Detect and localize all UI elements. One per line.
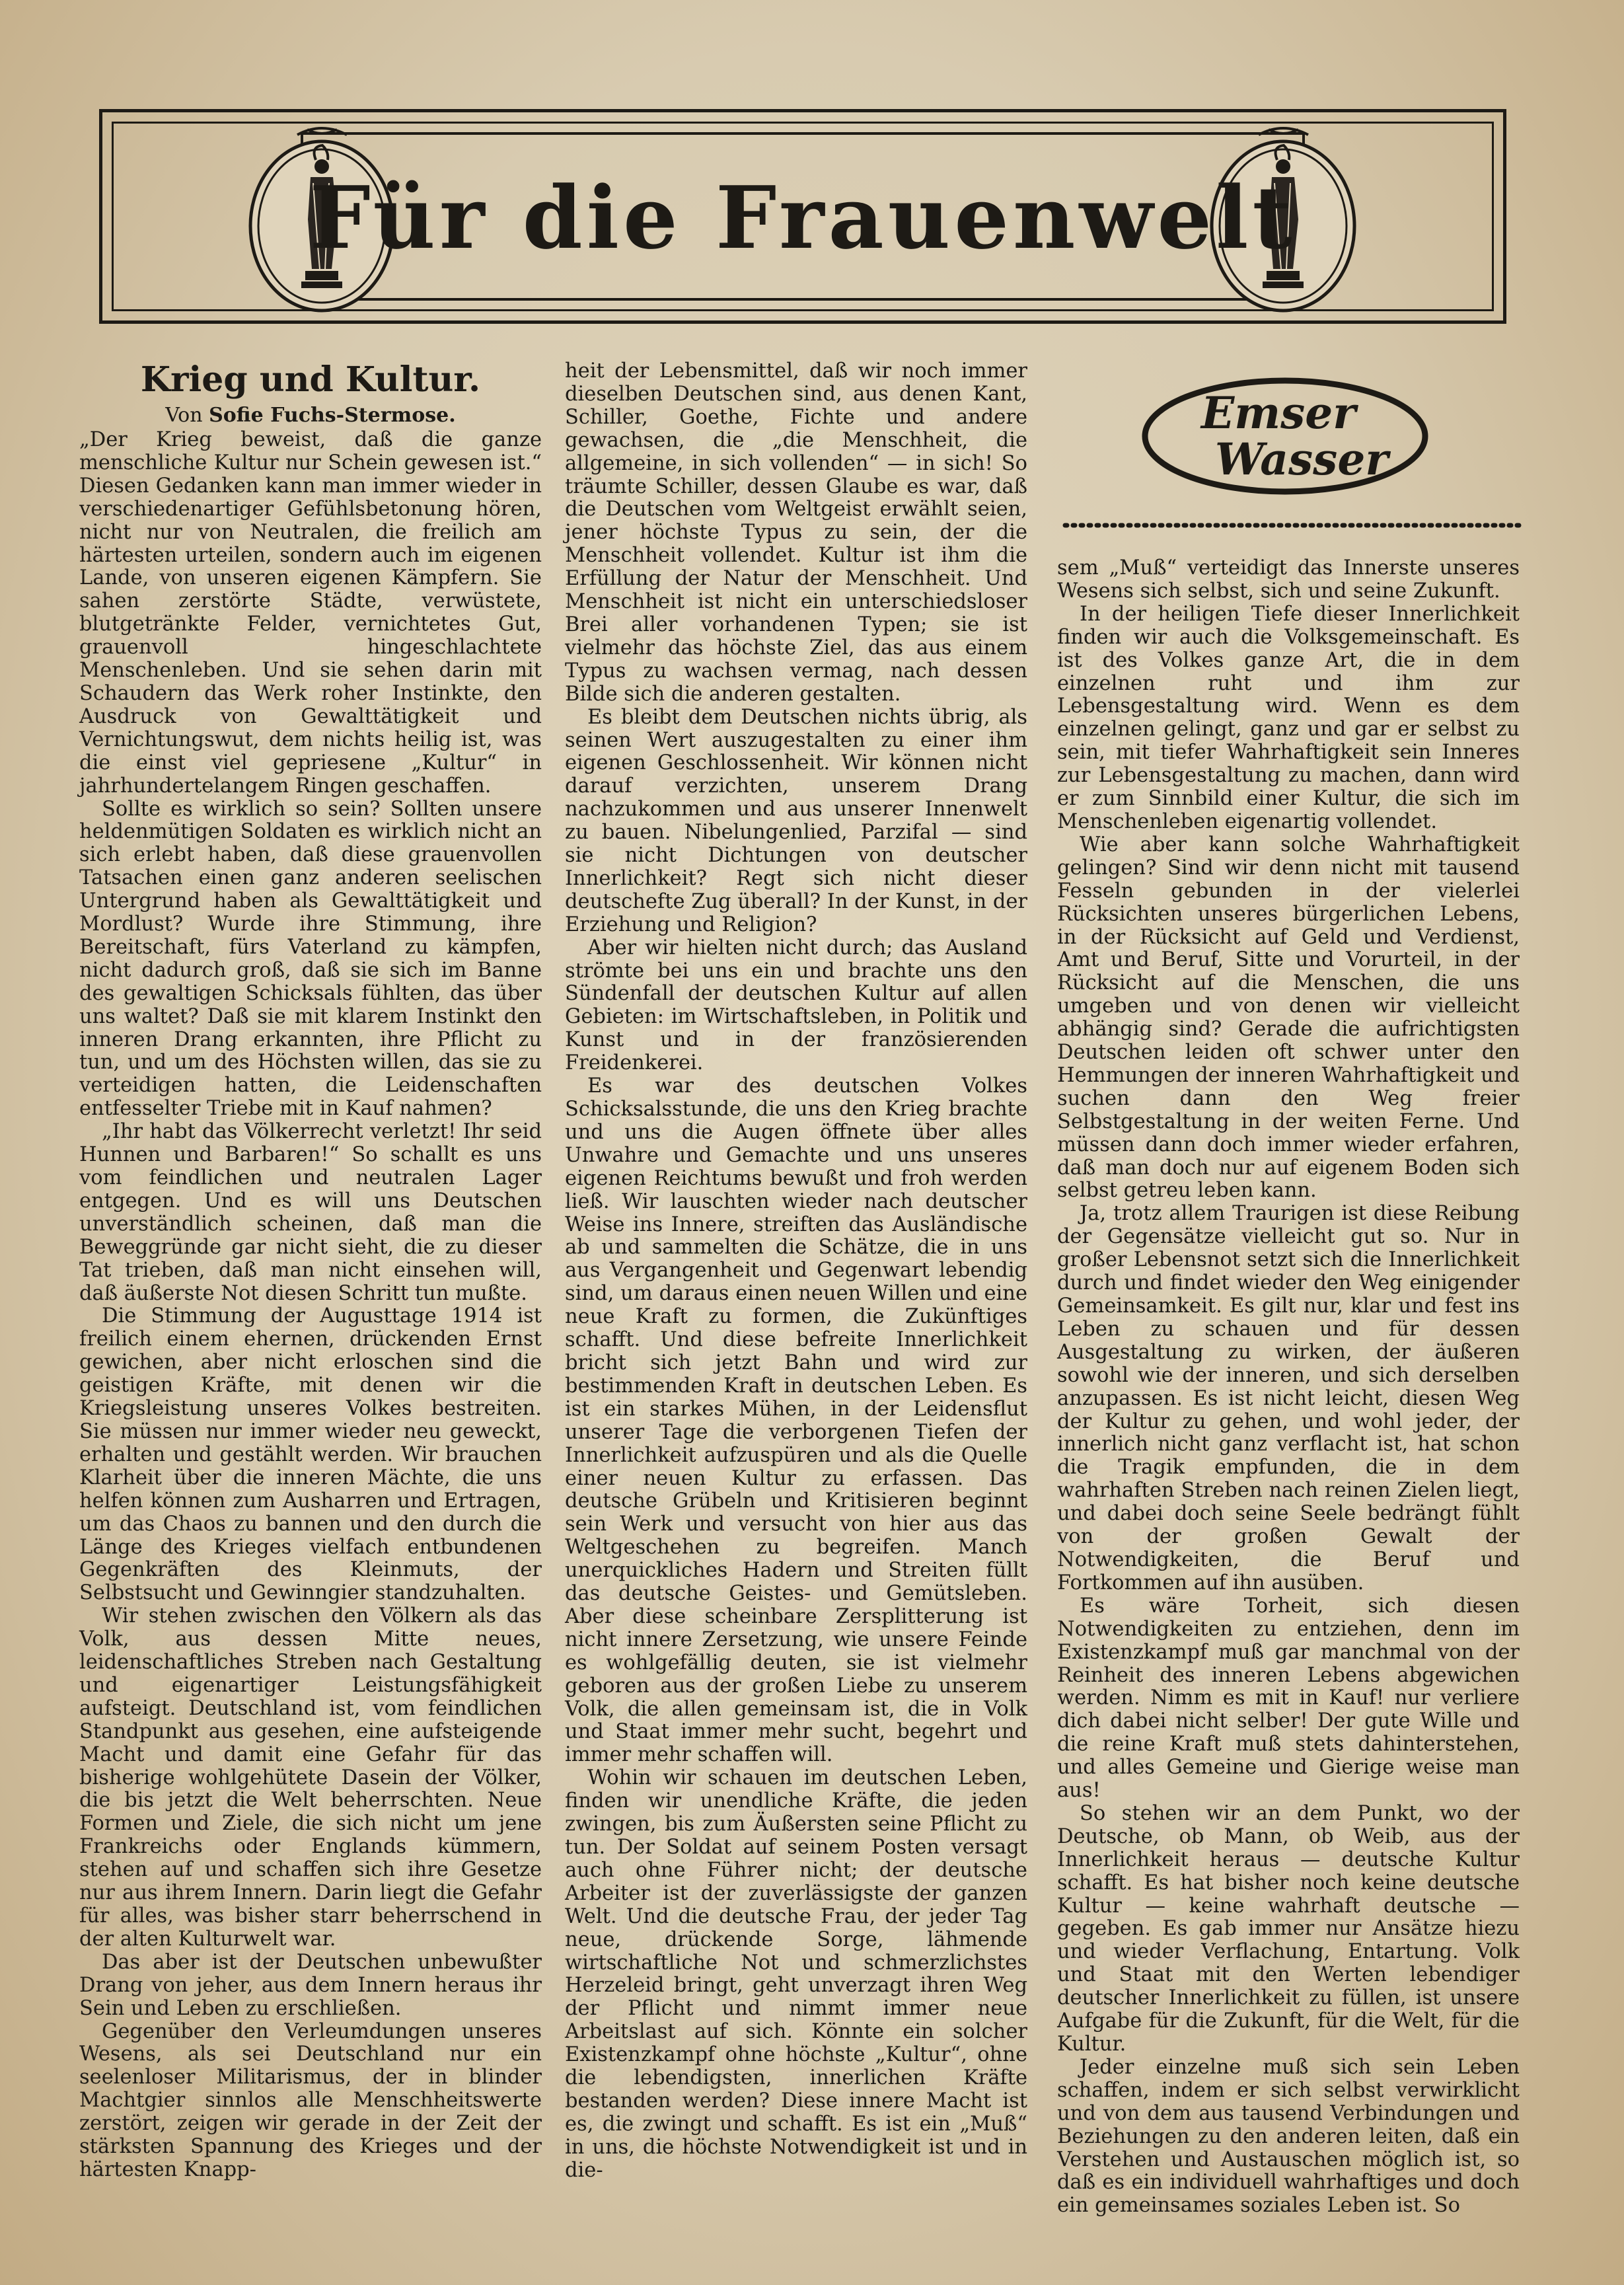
paragraph: Die Stimmung der Augusttage 1914 ist freilich einem ehernen, drückenden Ernst gewichen, aber nicht erloschen sind die geistigen Kräfte, mit denen wir die Kriegsleistung unseres Volkes bestreiten. Sie müssen nur immer wieder neu geweckt, erhalten und gestählt werden. Wir brauchen Klarheit über die inneren Mächte, die uns helfen können zum Ausharren und Ertragen, um das Chaos zu bannen und den durch die Länge des Krieges vielfach entbundenen Gegenkräften des Kleinmuts, der Selbstsucht und Gewinngier standzuhalten.	[79, 1304, 542, 1605]
paragraph: Wie aber kann solche Wahrhaftigkeit gelingen? Sind wir denn nicht mit tausend Fesseln gebunden in der vielerlei Rücksichten unseres bürgerlichen Lebens, in der Rücksicht auf Geld und Verdienst, Amt und Beruf, Sitte und Vorurteil, in der Rücksicht auf die Menschen, die uns umgeben und von denen wir vielleicht abhängig sind? Gerade die aufrichtigsten Deutschen leiden oft schwer unter den Hemmungen der inneren Wahrhaftigkeit und suchen dann den Weg freier Selbstgestaltung in der weiten Ferne. Und müssen dann doch immer wieder erfahren, daß man doch nur auf eigenem Boden sich selbst getreu leben kann.	[1057, 833, 1520, 1203]
article-title: Krieg und Kultur.	[140, 359, 481, 400]
section-title: Für die Frauenwelt	[309, 167, 1296, 268]
emser-wasser-advertisement	[1136, 370, 1434, 502]
paragraph: Gegenüber den Verleumdungen unseres Wesens, als sei Deutschland nur ein seelenloser Militarismus, der in blinder Machtgier sinnlos alle Menschheitswerte zerstört, zeigen wir gerade in der Zeit der stärksten Spannung des Krieges und der härtesten Knapp-	[79, 2019, 542, 2181]
paragraph: Sollte es wirklich so sein? Sollten unsere heldenmütigen Soldaten es wirklich nicht an sich erlebt haben, daß diese grauenvollen Tatsachen einen ganz anderen seelischen Untergrund haben als Gewalttätigkeit und Mordlust? Wurde ihre Stimmung, ihre Bereitschaft, fürs Vaterland zu kämpfen, nicht dadurch groß, daß sie sich im Banne des gewaltigen Schicksals fühlten, das über uns waltet? Daß sie mit klarem Instinkt den inneren Drang erkannten, ihre Pflicht zu tun, und um des Höchsten willen, das sie zu verteidigen hatten, die Leidenschaften entfesselter Triebe mit in Kauf nahmen?	[79, 797, 542, 1121]
dotted-separator	[1062, 521, 1525, 530]
paragraph: Jeder einzelne muß sich sein Leben schaffen, indem er sich selbst verwirklicht und von dem aus tausend Verbindungen und Beziehungen zu den anderen leiten, daß ein Verstehen und Austauschen möglich ist, so daß es ein individuell wahrhaftiges und doch ein gemeinsames soziales Leben ist. So	[1057, 2055, 1520, 2218]
paragraph: sem „Muß“ verteidigt das Innerste unseres Wesens sich selbst, sich und seine Zukunft.	[1057, 556, 1520, 603]
text-column-2	[565, 360, 1027, 2183]
text-column-3	[1057, 557, 1520, 2218]
paragraph: Wir stehen zwischen den Völkern als das Volk, aus dessen Mitte neues, leidenschaftliches Streben nach Gestaltung und eigenartiger Leistungsfähigkeit aufsteigt. Deutschland ist, vom feindlichen Standpunkt aus gesehen, eine aufsteigende Macht und damit eine Gefahr für das bisherige wohlgehütete Dasein der Völker, die bis jetzt die Welt beherrschten. Neue Formen und Ziele, die sich nicht um jene Frankreichs oder Englands kümmern, stehen auf und schaffen sich ihre Gesetze nur aus ihrem Innern. Darin liegt die Gefahr für alles, was bisher starr beherrschend in der alten Kulturwelt war.	[79, 1604, 542, 1951]
paragraph: „Der Krieg beweist, daß die ganze menschliche Kultur nur Schein gewesen ist.“ Diesen Gedanken kann man immer wieder in verschiedenartiger Gefühlsbetonung hören, nicht nur von Neutralen, die freilich am härtesten urteilen, sondern auch im eigenen Lande, von unseren eigenen Kämpfern. Sie sahen zerstörte Städte, verwüstete, blutgetränkte Felder, vernichtetes Gut, grauenvoll hingeschlachtete Menschenleben. Und sie sehen darin mit Schaudern das Werk roher Instinkte, den Ausdruck von Gewalttätigkeit und Vernichtungswut, dem nichts heilig ist, was die einst viel gepriesene „Kultur“ in jahrhundertelangem Ringen geschaffen.	[79, 428, 542, 798]
paragraph: Es war des deutschen Volkes Schicksalsstunde, die uns den Krieg brachte und uns die Augen öffnete über alles Unwahre und Gemachte und uns unseres eigenen Reichtums bewußt und froh werden ließ. Wir lauschten wieder nach deutscher Weise ins Innere, streiften das Ausländische ab und sammelten die Schätze, die in uns aus Vergangenheit und Gegenwart lebendig sind, um daraus einen neuen Willen und eine neue Kraft zu formen, die Zukünftiges schafft. Und diese befreite Innerlichkeit bricht sich jetzt Bahn und wird zur bestimmenden Kraft in deutschen Leben. Es ist ein starkes Mühen, in der Leidensflut unserer Tage die verborgenen Tiefen der Innerlichkeit aufzuspüren und als die Quelle einer neuen Kultur zu erfassen. Das deutsche Grübeln und Kritisieren beginnt sein Werk und versucht von hier aus das Weltgeschehen zu begreifen. Manch unerquickliches Hadern und Streiten füllt das deutsche Geistes- und Gemütsleben. Aber diese scheinbare Zersplitterung ist nicht innere Zersetzung, wie unsere Feinde es wohlgefällig deuten, sie ist vielmehr geboren aus der großen Liebe zu unserem Volk, die allen gemeinsam ist, die in Volk und Staat immer mehr sucht, begehrt und immer mehr schaffen will.	[565, 1074, 1027, 1767]
ad-line-2: Wasser	[1214, 433, 1389, 485]
paragraph: Es bleibt dem Deutschen nichts übrig, als seinen Wert auszugestalten zu einer ihm eigenen Geschlossenheit. Wir können nicht darauf verzichten, unserem Drang nachzukommen und aus unserer Innenwelt zu bauen. Nibelungenlied, Parzifal — sind sie nicht Dichtungen von deutscher Innerlichkeit? Regt sich nicht dieser deutschefte Zug überall? In der Kunst, in der Erziehung und Religion?	[565, 705, 1027, 936]
byline	[79, 404, 542, 428]
byline-prefix: Von	[165, 404, 203, 427]
paragraph: Es wäre Torheit, sich diesen Notwendigkeiten zu entziehen, denn im Existenzkampf muß gar manchmal von der Reinheit des inneren Lebens abgewichen werden. Nimm es mit in Kauf! nur verliere dich dabei nicht selber! Der gute Wille und die reine Kraft muß stets dahinterstehen, und alles Gemeine und Gierige weise man aus!	[1057, 1594, 1520, 1803]
ad-line-1: Emser	[1200, 387, 1356, 439]
paragraph: Aber wir hielten nicht durch; das Ausland strömte bei uns ein und brachte uns den Sündenfall der deutschen Kultur auf allen Gebieten: im Wirtschaftsleben, in Politik und Kunst und in der französierenden Freidenkerei.	[565, 936, 1027, 1075]
section-banner	[99, 109, 1506, 324]
paragraph: Ja, trotz allem Traurigen ist diese Reibung der Gegensätze vielleicht gut so. Nur in großer Lebensnot setzt sich die Innerlichkeit durch und findet wieder den Weg einigender Gemeinsamkeit. Es gilt nur, klar und fest ins Leben zu schauen und für dessen Ausgestaltung zu wirken, der äußeren sowohl wie der inneren, und sich derselben anzupassen. Es ist nicht leicht, diesen Weg der Kultur zu gehen, und wohl jeder, der innerlich nicht ganz verflacht ist, hat schon die Tragik empfunden, die in dem wahrhaften Streben nach reinen Zielen liegt, und dabei doch seine Seele bedrängt fühlt von der großen Gewalt der Notwendigkeiten, die Beruf und Fortkommen auf ihn ausüben.	[1057, 1202, 1520, 1594]
paragraph: In der heiligen Tiefe dieser Innerlichkeit finden wir auch die Volksgemeinschaft. Es ist des Volkes ganze Art, die in dem einzelnen ruht und ihm zur Lebensgestaltung wird. Wenn es dem einzelnen gelingt, ganz und gar er selbst zu sein, mit tiefer Wahrhaftigkeit sein Inneres zur Lebensgestaltung zu machen, dann wird er zum Sinnbild einer Kultur, die sich im Menschenleben eigenartig vollendet.	[1057, 602, 1520, 833]
paragraph: heit der Lebensmittel, daß wir noch immer dieselben Deutschen sind, aus denen Kant, Schiller, Goethe, Fichte und andere gewachsen, die „die Menschheit, die allgemeine, in sich vollenden“ — in sich! So träumte Schiller, dessen Glaube es war, daß die Deutschen vom Weltgeist erwählt seien, jener höchste Typus zu sein, der die Menschheit vollendet. Kultur ist ihm die Erfüllung der Natur der Menschheit. Und Menschheit ist nicht ein unterschiedsloser Brei aller vorhandenen Typen; sie ist vielmehr das höchste Ziel, das aus einem Typus zu wachsen vermag, nach dessen Bilde sich die anderen gestalten.	[565, 359, 1027, 706]
text-column-1	[79, 360, 542, 2182]
paragraph: Das aber ist der Deutschen unbewußter Drang von jeher, aus dem Innern heraus ihr Sein und Leben zu erschließen.	[79, 1950, 542, 2020]
author-name: Sofie Fuchs-Stermose.	[209, 404, 456, 427]
paragraph: „Ihr habt das Völkerrecht verletzt! Ihr seid Hunnen und Barbaren!“ So schallt es uns vom feindlichen und neutralen Lager entgegen. Und es will uns Deutschen unverständlich scheinen, daß man die Beweggründe gar nicht sieht, die zu dieser Tat trieben, daß man nicht einsehen will, daß äußerste Not diesen Schritt tun mußte.	[79, 1120, 542, 1305]
paragraph: Wohin wir schauen im deutschen Leben, finden wir unendliche Kräfte, die jeden zwingen, bis zum Äußersten seine Pflicht zu tun. Der Soldat auf seinem Posten versagt auch ohne Führer nicht; der deutsche Arbeiter ist der zuverlässigste der ganzen Welt. Und die deutsche Frau, der jeder Tag neue, drückende Sorge, lähmende wirtschaftliche Not und schmerzlichstes Herzeleid bringt, geht unverzagt ihren Weg der Pflicht und nimmt immer neue Arbeitslast auf sich. Könnte ein solcher Existenzkampf ohne höchste „Kultur“, ohne die lebendigsten, innerlichen Kräfte bestanden werden? Diese innere Macht ist es, die zwingt und schafft. Es ist ein „Muß“ in uns, die höchste Notwendigkeit ist und in die-	[565, 1766, 1027, 2182]
paragraph: So stehen wir an dem Punkt, wo der Deutsche, ob Mann, ob Weib, aus der Innerlichkeit heraus — deutsche Kultur schafft. Es hat bisher noch keine deutsche Kultur — keine wahrhaft deutsche — gegeben. Es gab immer nur Ansätze hiezu und wieder Verflachung, Entartung. Volk und Staat mit den Werten lebendiger deutscher Innerlichkeit zu füllen, ist unsere Aufgabe für die Zukunft, für die Welt, für die Kultur.	[1057, 1801, 1520, 2056]
